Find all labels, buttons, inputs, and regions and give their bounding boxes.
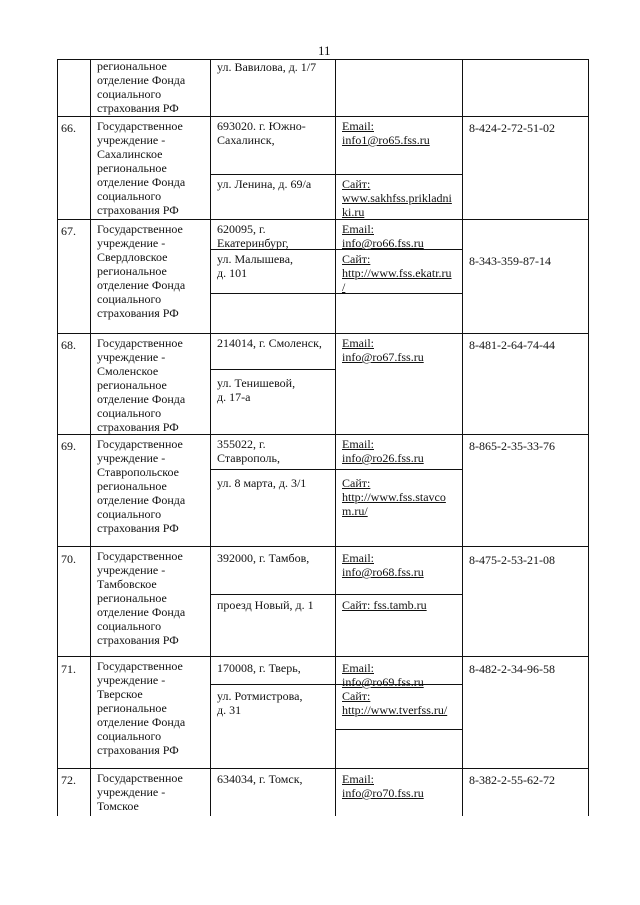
org-name: Государственное учреждение - Ставропольское региональное отделение Фонда социального страхования РФ (97, 437, 186, 535)
address-line: ул. 8 марта, д. 3/1 (217, 476, 307, 490)
address-line: проезд Новый, д. 1 (217, 598, 314, 612)
address-line: 170008, г. Тверь, (217, 661, 301, 675)
row-number: 70. (61, 552, 76, 566)
row-number: 71. (61, 662, 76, 676)
address-line: 693020. г. Южно- Сахалинск, (217, 119, 306, 147)
website-link[interactable]: Сайт: www.sakhfss.prikladni ki.ru (342, 177, 452, 219)
row-number: 66. (61, 121, 76, 135)
org-name: Государственное учреждение - Смоленское региональное отделение Фонда социального страхования РФ (97, 336, 186, 434)
row-number: 68. (61, 338, 76, 352)
phone-number: 8-865-2-35-33-76 (469, 439, 555, 453)
email-link[interactable]: Email: info@ro70.fss.ru (342, 772, 424, 800)
address-line: 620095, г. Екатеринбург, (217, 222, 289, 250)
email-link[interactable]: Email: info@ro66.fss.ru (342, 222, 424, 250)
email-link[interactable]: Email: info@ro67.fss.ru (342, 336, 424, 364)
org-name: Государственное учреждение - Тамбовское региональное отделение Фонда социального страхования РФ (97, 549, 186, 647)
phone-number: 8-424-2-72-51-02 (469, 121, 555, 135)
address-line: 392000, г. Тамбов, (217, 551, 310, 565)
address-line: ул. Ротмистрова, д. 31 (217, 689, 303, 717)
website-link[interactable]: Сайт: http://www.tverfss.ru/ (342, 689, 448, 717)
address-line: ул. Ленина, д. 69/а (217, 177, 312, 191)
website-link[interactable]: Сайт: http://www.fss.ekatr.ru / (342, 252, 452, 294)
phone-number: 8-343-359-87-14 (469, 254, 551, 268)
org-name: Государственное учреждение - Сахалинское региональное отделение Фонда социального страхования РФ (97, 119, 186, 217)
org-name: Государственное учреждение - Тверское региональное отделение Фонда социального страхования РФ (97, 659, 186, 757)
address-line: 355022, г. Ставрополь, (217, 437, 280, 465)
org-name: Государственное учреждение - Свердловское региональное отделение Фонда социального страхования РФ (97, 222, 186, 320)
org-name: Государственное учреждение - Томское (97, 771, 183, 813)
address-line: 634034, г. Томск, (217, 772, 303, 786)
email-link[interactable]: Email: info@ro69.fss.ru (342, 661, 424, 689)
address-line: ул. Малышева, д. 101 (217, 252, 294, 280)
phone-number: 8-482-2-34-96-58 (469, 662, 555, 676)
phone-number: 8-481-2-64-74-44 (469, 338, 555, 352)
org-name: региональное отделение Фонда социального страхования РФ (97, 59, 186, 115)
email-link[interactable]: Email: info@ro26.fss.ru (342, 437, 424, 465)
email-link[interactable]: Email: info@ro68.fss.ru (342, 551, 424, 579)
website-link[interactable]: Сайт: fss.tamb.ru (342, 598, 427, 612)
row-number: 69. (61, 439, 76, 453)
row-number: 72. (61, 773, 76, 787)
address-line: 214014, г. Смоленск, (217, 336, 322, 350)
address-line: ул. Тенишевой, д. 17-а (217, 376, 296, 404)
row-number: 67. (61, 224, 76, 238)
website-link[interactable]: Сайт: http://www.fss.stavco m.ru/ (342, 476, 446, 518)
phone-number: 8-382-2-55-62-72 (469, 773, 555, 787)
email-link[interactable]: Email: info1@ro65.fss.ru (342, 119, 430, 147)
phone-number: 8-475-2-53-21-08 (469, 553, 555, 567)
page-number: 11 (318, 43, 331, 58)
address-line: ул. Вавилова, д. 1/7 (217, 60, 317, 74)
